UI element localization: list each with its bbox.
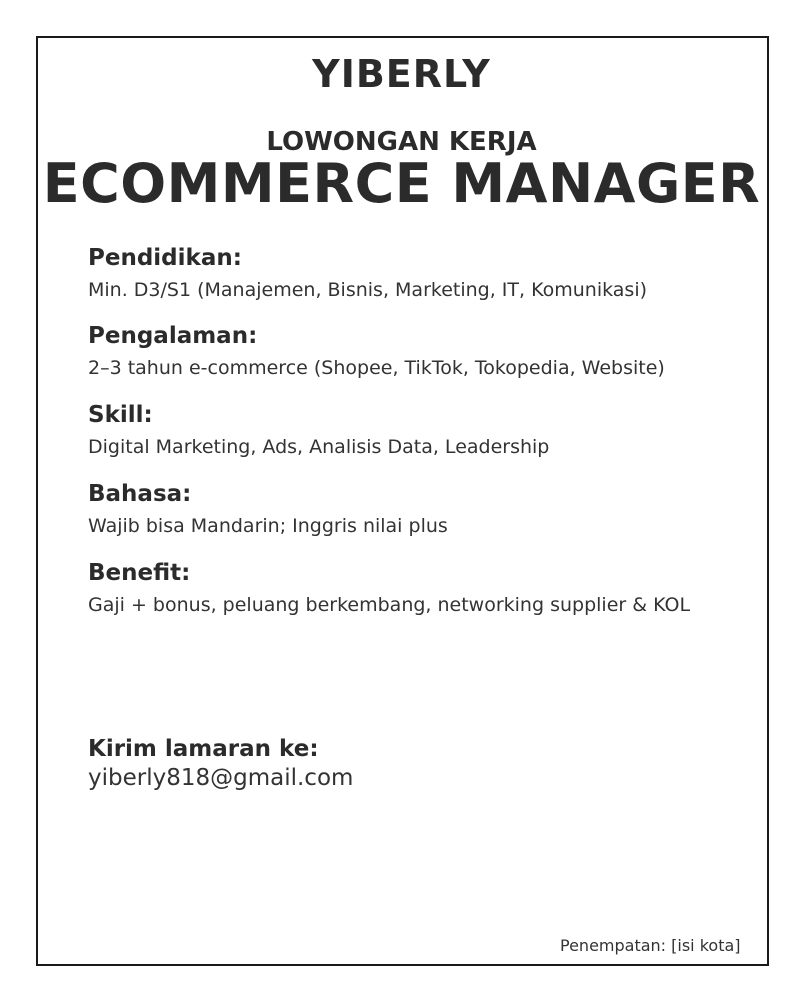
section-value-experience: 2–3 tahun e-commerce (Shopee, TikTok, Tokopedia, Website) (88, 357, 665, 379)
section-value-benefit: Gaji + bonus, peluang berkembang, networking supplier & KOL (88, 594, 691, 616)
section-label-benefit: Benefit: (88, 560, 191, 586)
placement-note: Penempatan: [isi kota] (560, 936, 741, 955)
section-label-language: Bahasa: (88, 481, 192, 507)
section-value-language: Wajib bisa Mandarin; Inggris nilai plus (88, 515, 448, 537)
section-label-experience: Pengalaman: (88, 323, 258, 349)
job-vacancy-subtitle: LOWONGAN KERJA (266, 127, 537, 157)
job-title: ECOMMERCE MANAGER (42, 152, 761, 215)
contact-label: Kirim lamaran ke: (88, 736, 319, 762)
section-label-education: Pendidikan: (88, 245, 242, 271)
contact-email: yiberly818@gmail.com (88, 765, 354, 791)
section-value-skill: Digital Marketing, Ads, Analisis Data, Leadership (88, 436, 550, 458)
section-value-education: Min. D3/S1 (Manajemen, Bisnis, Marketing, IT, Komunikasi) (88, 279, 648, 301)
section-label-skill: Skill: (88, 402, 153, 428)
brand-name: YIBERLY (312, 52, 491, 96)
